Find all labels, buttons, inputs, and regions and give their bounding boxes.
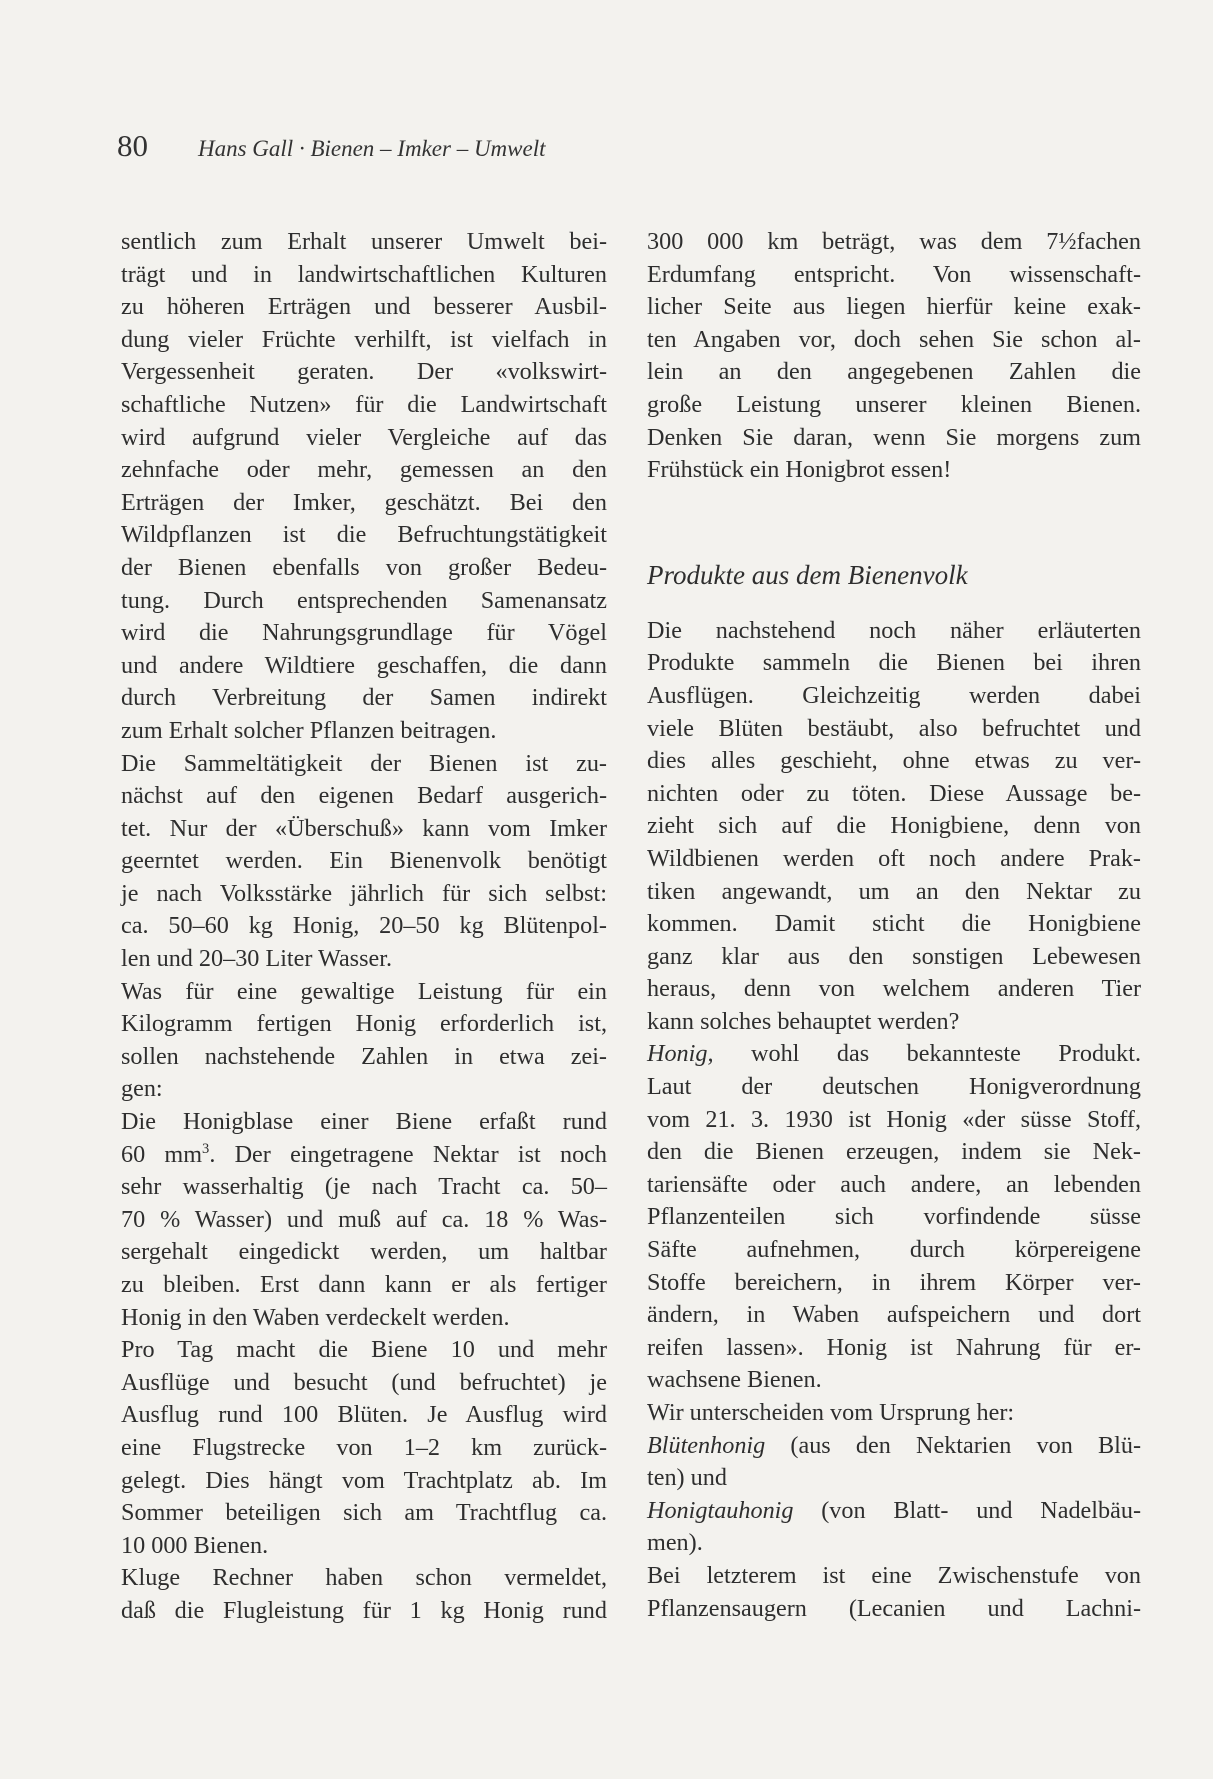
text-line: lein an den angegebenen Zahlen die [647, 358, 1141, 386]
text-line: große Leistung unserer kleinen Bienen. [647, 390, 1141, 418]
text-line: gelegt. Dies hängt vom Trachtplatz ab. Im [121, 1466, 607, 1494]
text-line: Wildbienen werden oft noch andere Prak- [647, 844, 1141, 872]
text-line: len und 20–30 Liter Wasser. [121, 945, 393, 973]
text-line [647, 1038, 1141, 1071]
text-line: ändern, in Waben aufspeichern und dort [647, 1301, 1141, 1329]
text-segment: (von Blatt- und Nadelbäu- [793, 1496, 1141, 1524]
text-line: wird die Nahrungsgrundlage für Vögel [121, 619, 607, 647]
text-line: vom 21. 3. 1930 ist Honig «der süsse Stoff, [647, 1105, 1141, 1133]
text-line: ca. 50–60 kg Honig, 20–50 kg Blütenpol- [121, 912, 607, 940]
text-line: durch Verbreitung der Samen indirekt [121, 684, 607, 712]
text-line: licher Seite aus liegen hierfür keine exak- [647, 293, 1141, 321]
text-line: der Bienen ebenfalls von großer Bedeu- [121, 553, 607, 581]
text-line: heraus, denn von welchem anderen Tier [647, 975, 1141, 1003]
text-line: Die Honigblase einer Biene erfaßt rund [121, 1108, 607, 1136]
page-number: 80 [117, 128, 148, 163]
text-line: Laut der deutschen Honigverordnung [647, 1073, 1141, 1101]
text-line: sentlich zum Erhalt unserer Umwelt bei- [121, 228, 607, 255]
text-line: Ausflügen. Gleichzeitig werden dabei [647, 681, 1141, 709]
text-line: sergehalt eingedickt werden, um haltbar [121, 1238, 607, 1266]
section-spacer [647, 487, 1141, 559]
text-line: Produkte sammeln die Bienen bei ihren [647, 649, 1141, 677]
text-line: und andere Wildtiere geschaffen, die dann [121, 651, 607, 679]
text-line: sollen nachstehende Zahlen in etwa zei- [121, 1042, 607, 1070]
text-line: wird aufgrund vieler Vergleiche auf das [121, 423, 607, 451]
text-line: 10 000 Bienen. [121, 1531, 269, 1559]
right-column [647, 226, 1141, 1625]
text-line: Erdumfang entspricht. Von wissenschaft- [647, 260, 1141, 288]
text-line: men). [647, 1529, 703, 1557]
term-honig: Honig, [647, 1040, 714, 1068]
text-line [121, 1139, 607, 1172]
text-line: je nach Volksstärke jährlich für sich selbst: [121, 879, 607, 907]
text-line: daß die Flugleistung für 1 kg Honig rund [121, 1596, 607, 1624]
text-segment: . Der eingetragene Nektar ist noch [209, 1140, 607, 1168]
text-line: Frühstück ein Honigbrot essen! [647, 456, 952, 484]
text-line: schaftliche Nutzen» für die Landwirtschaft [121, 390, 607, 418]
text-line: nächst auf den eigenen Bedarf ausgerich- [121, 782, 607, 810]
superscript: 3 [202, 1140, 210, 1157]
text-line: dies alles geschieht, ohne etwas zu ver- [647, 747, 1141, 775]
text-line: zieht sich auf die Honigbiene, denn von [647, 812, 1141, 840]
text-line: 70 % Wasser) und muß auf ca. 18 % Was- [121, 1205, 607, 1233]
text-line: Kluge Rechner haben schon vermeldet, [121, 1564, 607, 1592]
text-line: tariensäfte oder auch andere, an lebenden [647, 1170, 1141, 1198]
text-line: reifen lassen». Honig ist Nahrung für er- [647, 1333, 1141, 1361]
text-line: nichten oder zu töten. Diese Aussage be- [647, 779, 1141, 807]
text-segment: (aus den Nektarien von Blü- [765, 1431, 1141, 1459]
text-line: 300 000 km beträgt, was dem 7½fachen [647, 228, 1141, 255]
text-line: Vergessenheit geraten. Der «volkswirt- [121, 358, 607, 386]
text-line: Was für eine gewaltige Leistung für ein [121, 977, 607, 1005]
text-line: Wir unterscheiden vom Ursprung her: [647, 1399, 1015, 1426]
text-segment: 60 mm [121, 1140, 203, 1168]
text-line: tet. Nur der «Überschuß» kann vom Imker [121, 814, 607, 842]
text-line: sehr wasserhaltig (je nach Tracht ca. 50– [121, 1173, 607, 1201]
text-segment: wohl das bekannteste Produkt. [713, 1040, 1141, 1068]
text-line: trägt und in landwirtschaftlichen Kulturen [121, 260, 607, 288]
text-line: zu bleiben. Erst dann kann er als fertiger [121, 1271, 607, 1298]
text-line: gen: [121, 1075, 163, 1103]
text-line: Denken Sie daran, wenn Sie morgens zum [647, 423, 1141, 451]
text-line: kommen. Damit sticht die Honigbiene [647, 910, 1141, 938]
text-line: Ausflug rund 100 Blüten. Je Ausflug wird [121, 1401, 607, 1429]
text-line: Sommer beteiligen sich am Trachtflug ca. [121, 1499, 607, 1527]
text-line: Pflanzensaugern (Lecanien und Lachni- [647, 1594, 1141, 1622]
text-line: Die Sammeltätigkeit der Bienen ist zu- [121, 749, 607, 777]
left-column [121, 226, 607, 1628]
text-line: dung vieler Früchte verhilft, ist vielfach in [121, 325, 607, 353]
text-line: zu höheren Erträgen und besserer Ausbil- [121, 293, 607, 321]
text-line: tung. Durch entsprechenden Samenansatz [121, 586, 607, 614]
text-line: ten) und [647, 1464, 727, 1492]
term-bluetenhonig: Blütenhonig [647, 1431, 766, 1459]
text-line: Bei letzterem ist eine Zwischenstufe von [647, 1561, 1141, 1589]
text-line: Stoffe bereichern, in ihrem Körper ver- [647, 1268, 1141, 1296]
text-line: Kilogramm fertigen Honig erforderlich ist, [121, 1010, 607, 1038]
text-line: zehnfache oder mehr, gemessen an den [121, 456, 607, 484]
text-line [647, 1430, 1141, 1463]
text-line: viele Blüten bestäubt, also befruchtet und [647, 714, 1141, 742]
text-line: ganz klar aus den sonstigen Lebewesen [647, 942, 1141, 970]
text-line: Erträgen der Imker, geschätzt. Bei den [121, 488, 607, 516]
term-honigtauhonig: Honigtauhonig [647, 1496, 794, 1524]
text-line: kann solches behauptet werden? [647, 1007, 960, 1035]
text-line: den die Bienen erzeugen, indem sie Nek- [647, 1138, 1141, 1166]
text-line: wachsene Bienen. [647, 1366, 822, 1394]
text-line: Pflanzenteilen sich vorfindende süsse [647, 1203, 1141, 1231]
running-title: Hans Gall · Bienen – Imker – Umwelt [198, 136, 546, 161]
text-line: zum Erhalt solcher Pflanzen beitragen. [121, 716, 497, 744]
text-line: Die nachstehend noch näher erläuterten [647, 616, 1141, 644]
text-line: Ausflüge und besucht (und befruchtet) je [121, 1368, 607, 1396]
text-line: Wildpflanzen ist die Befruchtungstätigkeit [121, 521, 607, 549]
text-line: tiken angewandt, um an den Nektar zu [647, 877, 1141, 905]
section-heading: Produkte aus dem Bienenvolk [647, 559, 968, 590]
text-line: Pro Tag macht die Biene 10 und mehr [121, 1336, 607, 1364]
text-line: ten Angaben vor, doch sehen Sie schon al- [647, 325, 1141, 353]
text-line [647, 1495, 1141, 1528]
text-line: geerntet werden. Ein Bienenvolk benötigt [121, 847, 607, 875]
page-header [117, 128, 546, 164]
text-line: Honig in den Waben verdeckelt werden. [121, 1303, 510, 1331]
text-line: eine Flugstrecke von 1–2 km zurück- [121, 1433, 607, 1461]
text-line: Säfte aufnehmen, durch körpereigene [647, 1236, 1141, 1264]
